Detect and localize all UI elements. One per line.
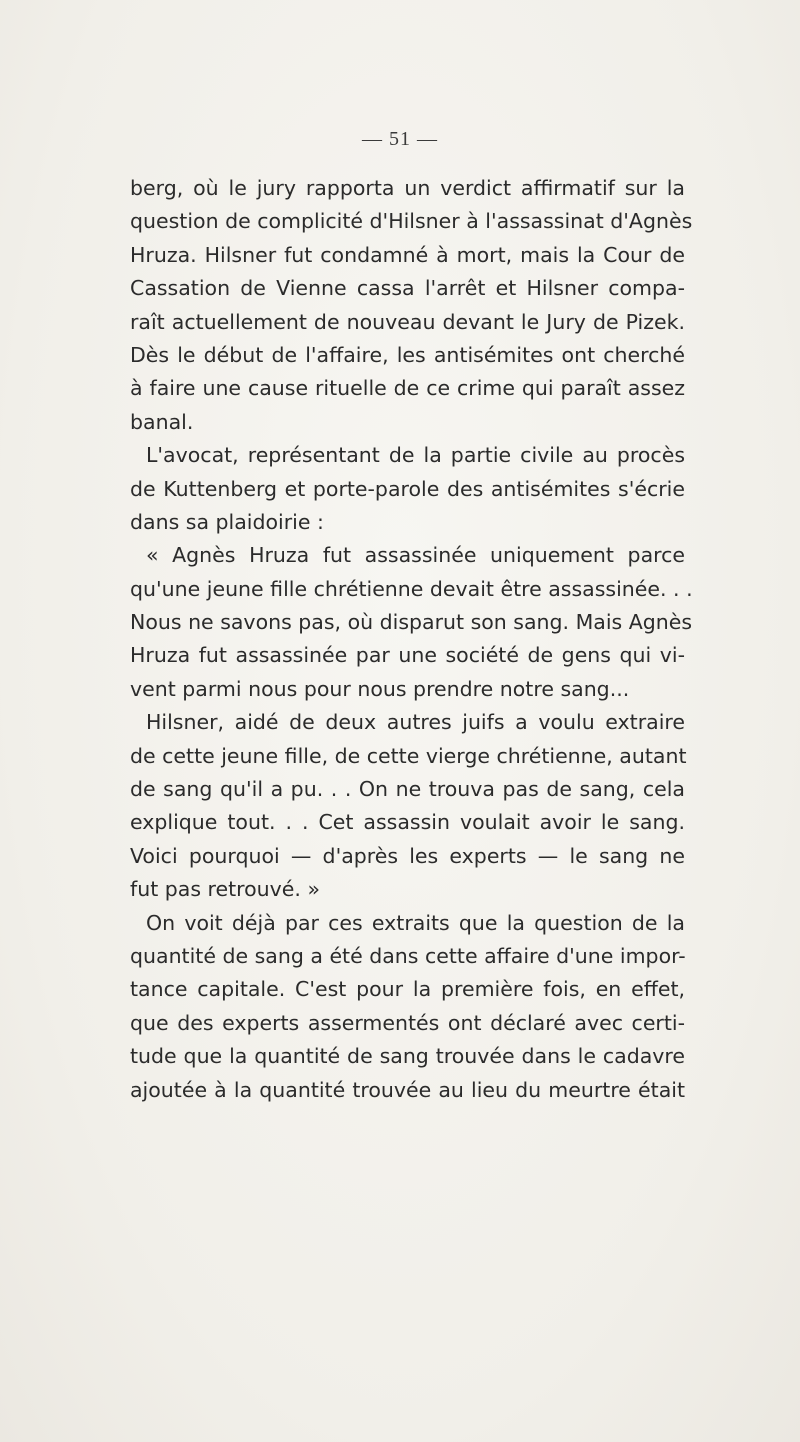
text-line: explique tout. . . Cet assassin voulait avoir le sang. bbox=[130, 810, 685, 835]
page-number: — 51 — bbox=[362, 128, 438, 150]
body-text bbox=[130, 172, 693, 1107]
text-line: Dès le début de l'affaire, les antisémites ont cherché bbox=[130, 342, 685, 367]
text-line: raît actuellement de nouveau devant le Jury de Pizek. bbox=[130, 309, 685, 334]
text-line: Hruza. Hilsner fut condamné à mort, mais la Cour de bbox=[130, 242, 685, 267]
text-line: dans sa plaidoirie : bbox=[130, 509, 324, 534]
text-line: qu'une jeune fille chrétienne devait être assassinée. . . bbox=[130, 576, 693, 601]
text-line: quantité de sang a été dans cette affaire d'une impor- bbox=[130, 943, 686, 968]
text-line: ajoutée à la quantité trouvée au lieu du meurtre était bbox=[130, 1077, 685, 1102]
text-line: Hilsner, aidé de deux autres juifs a voulu extraire bbox=[146, 710, 685, 735]
text-line: banal. bbox=[130, 409, 194, 434]
text-line: L'avocat, représentant de la partie civile au procès bbox=[146, 443, 685, 468]
text-line: « Agnès Hruza fut assassinée uniquement parce bbox=[146, 543, 685, 568]
text-line: question de complicité d'Hilsner à l'assassinat d'Agnès bbox=[130, 209, 693, 234]
text-line: Nous ne savons pas, où disparut son sang. Mais Agnès bbox=[130, 610, 693, 635]
text-line: Cassation de Vienne cassa l'arrêt et Hilsner compa- bbox=[130, 276, 685, 301]
text-line: de Kuttenberg et porte-parole des antisémites s'écrie bbox=[130, 476, 685, 501]
text-line: berg, où le jury rapporta un verdict affirmatif sur la bbox=[130, 176, 685, 200]
text-line: On voit déjà par ces extraits que la question de la bbox=[146, 910, 685, 935]
text-line: que des experts assermentés ont déclaré avec certi- bbox=[130, 1010, 685, 1035]
text-line: Hruza fut assassinée par une société de gens qui vi- bbox=[130, 643, 685, 668]
text-line: Voici pourquoi — d'après les experts — le sang ne bbox=[130, 843, 685, 868]
text-line: fut pas retrouvé. » bbox=[130, 877, 320, 902]
text-line: tance capitale. C'est pour la première fois, en effet, bbox=[130, 977, 685, 1002]
text-line: vent parmi nous pour nous prendre notre sang... bbox=[130, 676, 630, 701]
text-line: de cette jeune fille, de cette vierge chrétienne, autant bbox=[130, 743, 687, 768]
text-line: à faire une cause rituelle de ce crime qui paraît assez bbox=[130, 376, 685, 401]
text-line: de sang qu'il a pu. . . On ne trouva pas de sang, cela bbox=[130, 777, 685, 802]
text-line: tude que la quantité de sang trouvée dans le cadavre bbox=[130, 1044, 685, 1069]
